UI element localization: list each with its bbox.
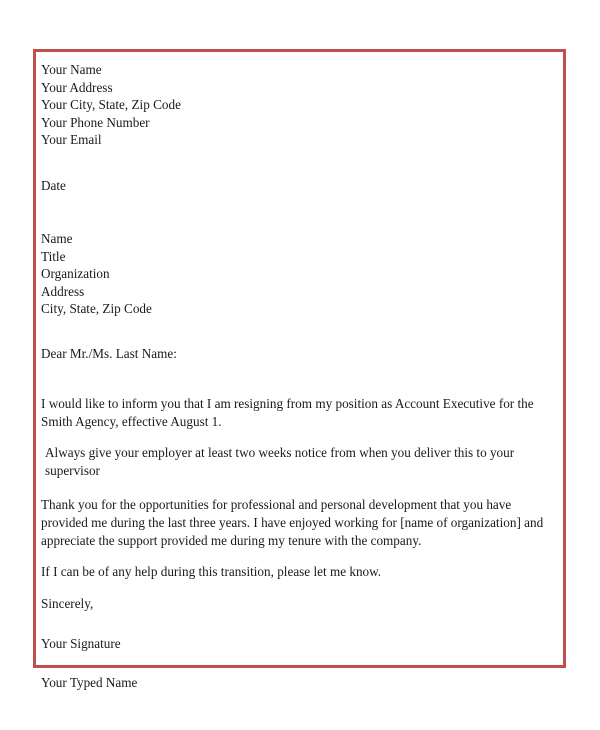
body-paragraph-thank-you: Thank you for the opportunities for professional and personal development that you have provided me during the last three years. I have enjoyed working for [name of organization] and appreciate the support provided me during my tenure with the company. <box>41 497 544 548</box>
closing-signature-placeholder: Your Signature <box>41 635 121 651</box>
recipient-line-address: Address <box>41 283 85 299</box>
recipient-line-organization: Organization <box>41 266 110 282</box>
recipient-line-title: Title <box>41 248 66 264</box>
sender-line-phone: Your Phone Number <box>41 114 150 130</box>
sender-line-address: Your Address <box>41 79 113 95</box>
salutation-line: Dear Mr./Ms. Last Name: <box>41 346 177 361</box>
recipient-line-name: Name <box>41 231 73 246</box>
letter-body-paragraphs <box>41 395 555 595</box>
recipient-address-block <box>41 230 541 318</box>
sender-address-block <box>41 61 541 149</box>
date-line: Date <box>41 178 66 193</box>
letter-content <box>41 55 559 691</box>
body-paragraph-resignation: I would like to inform you that I am resigning from my position as Account Executive for the Smith Agency, effective August 1. <box>41 396 534 429</box>
closing-typed-name-placeholder: Your Typed Name <box>41 675 138 691</box>
letter-bordered-box <box>33 49 566 691</box>
body-paragraph-transition-help: If I can be of any help during this transition, please let me know. <box>41 564 382 580</box>
sender-line-email: Your Email <box>41 132 102 148</box>
sender-line-name: Your Name <box>41 62 102 77</box>
sender-line-city-state-zip: Your City, State, Zip Code <box>41 97 181 113</box>
body-paragraph-notice-advice: Always give your employer at least two weeks notice from when you deliver this to your supervisor <box>45 445 515 478</box>
closing-salutation: Sincerely, <box>41 596 94 611</box>
recipient-line-city-state-zip: City, State, Zip Code <box>41 301 152 317</box>
closing-block <box>41 595 441 692</box>
